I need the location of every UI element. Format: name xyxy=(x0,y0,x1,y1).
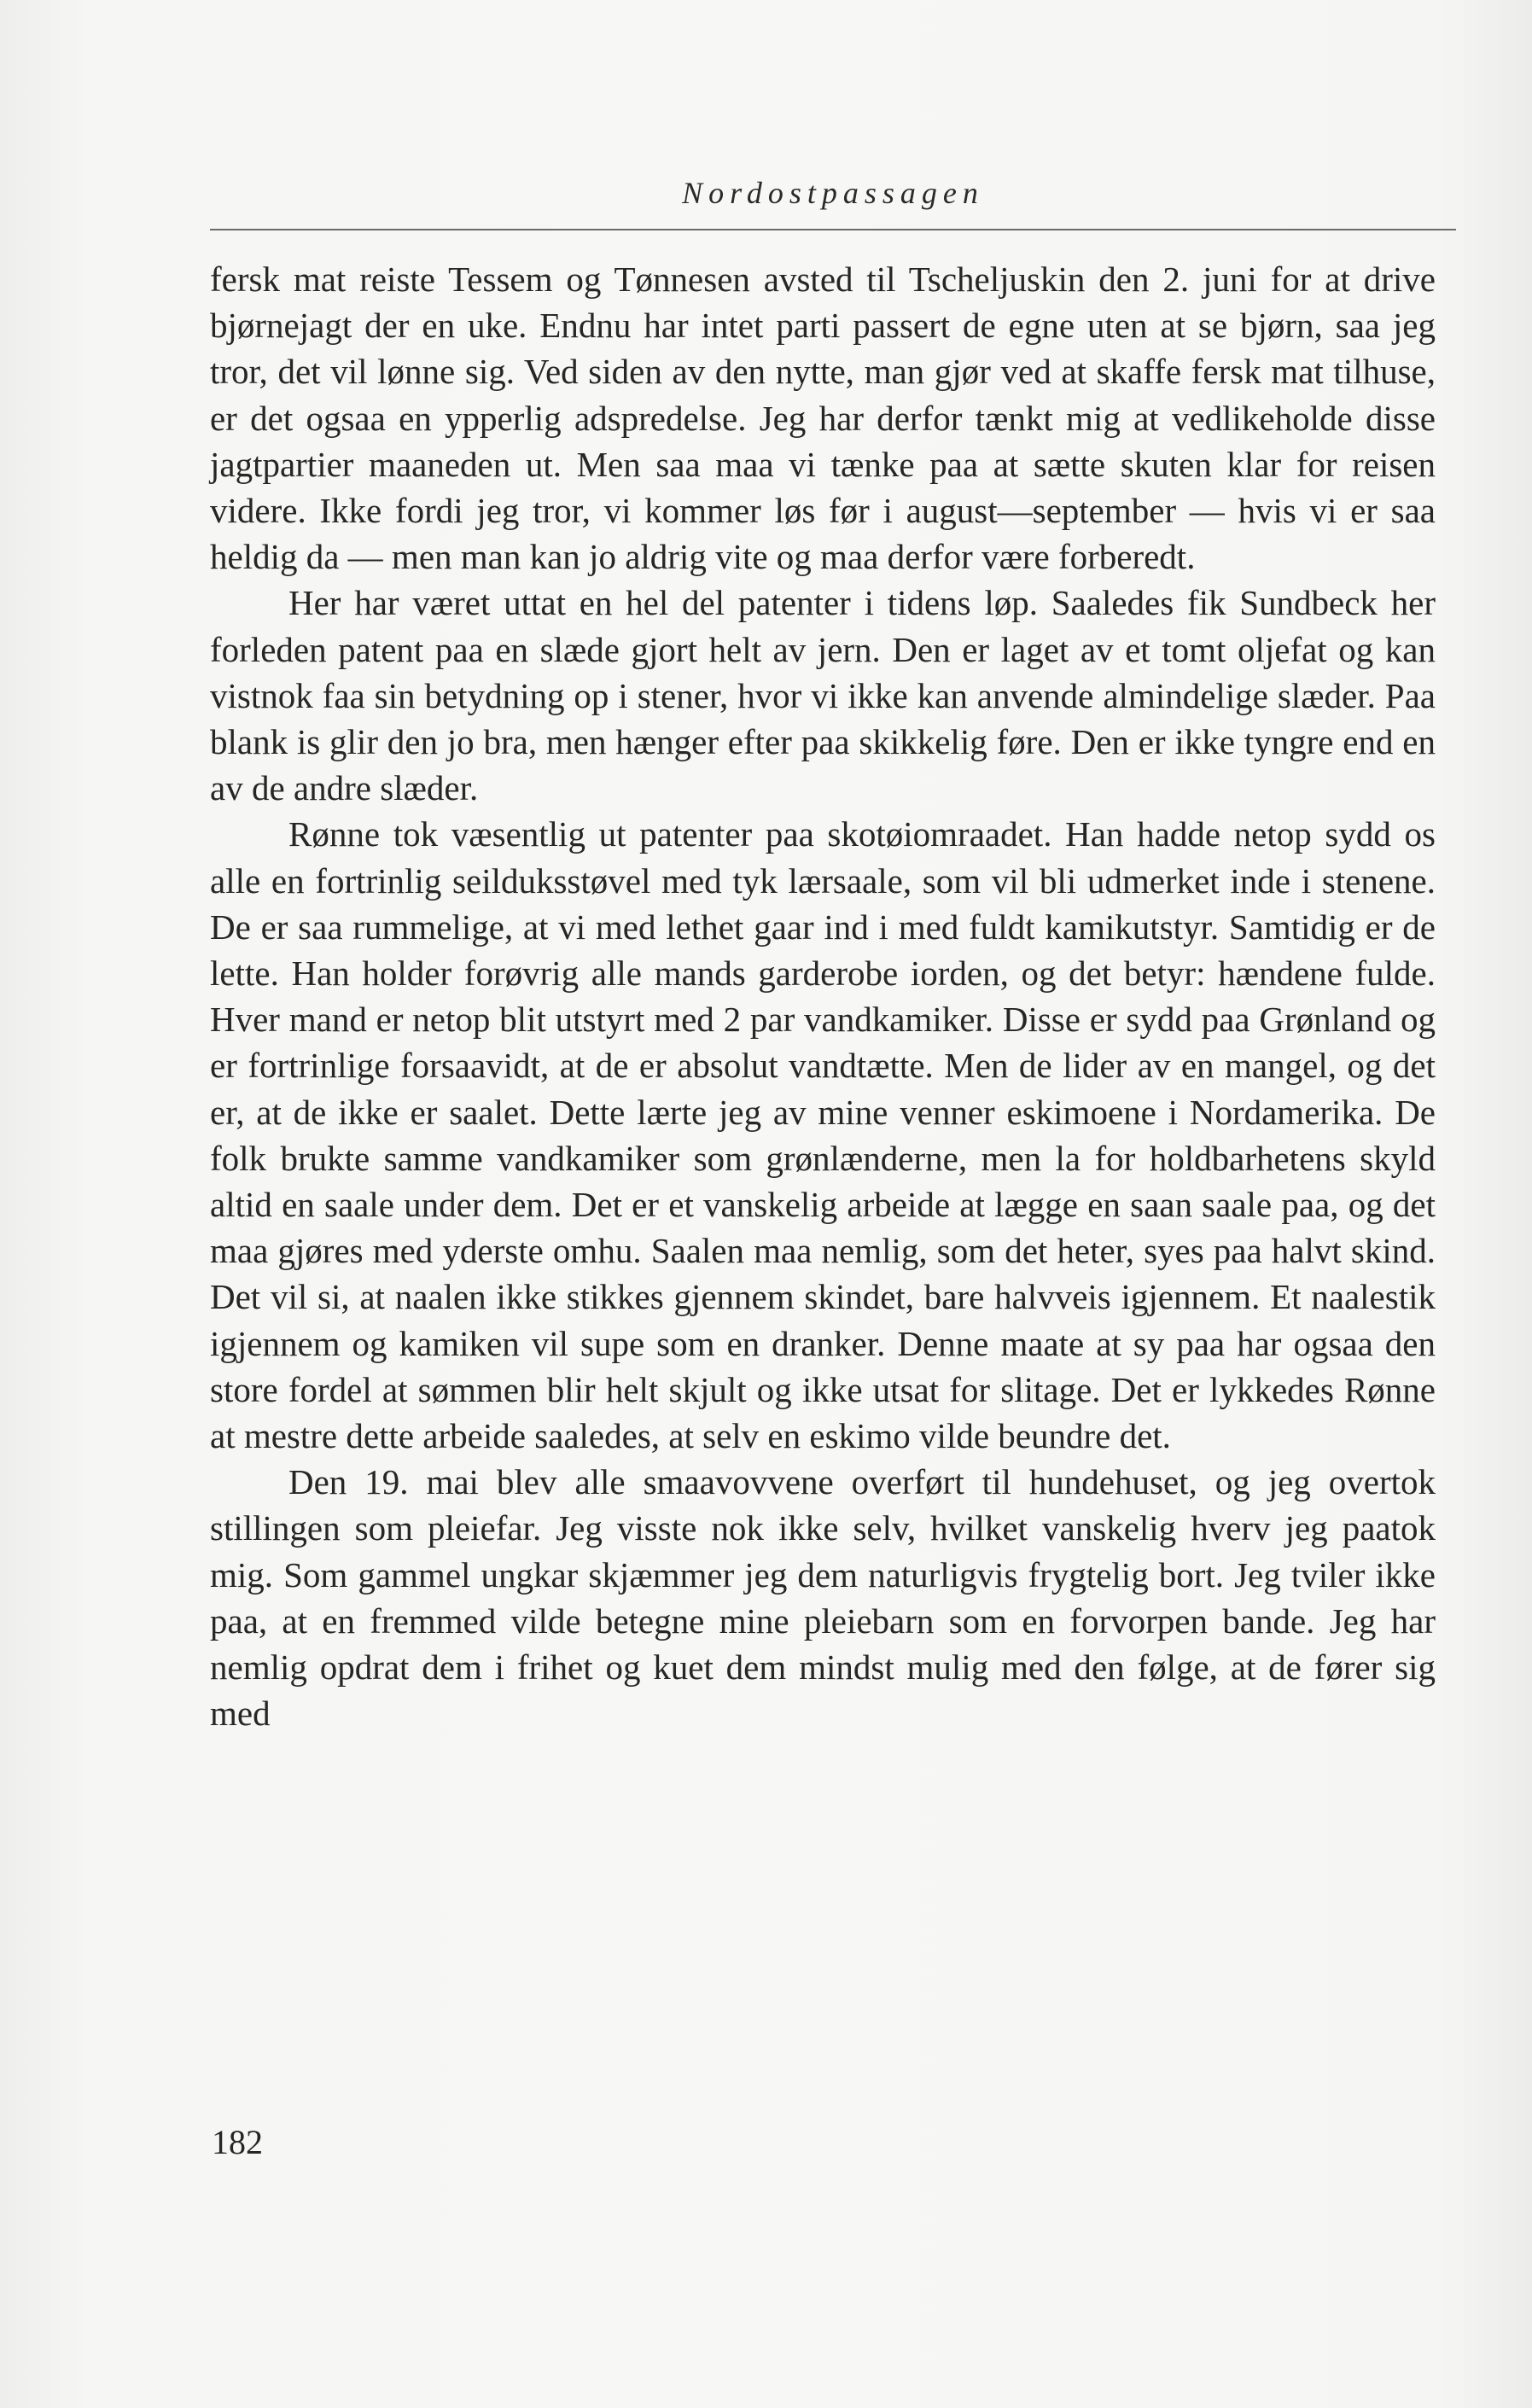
paragraph-ronne-footwear: Rønne tok væsentlig ut patenter paa skotøiomraadet. Han hadde netop sydd os alle en fortrinlig seilduksstøvel med tyk lærsaale, som vil bli udmerket inde i stenene. De er saa rummelige, at vi med lethet gaar ind i med fuldt kamikutstyr. Samtidig er de lette. Han holder forøvrig alle mands garderobe iorden, og det betyr: hændene fulde. Hver mand er netop blit utstyrt med 2 par vandkamiker. Disse er sydd paa Grønland og er fortrinlige forsaavidt, at de er absolut vandtætte. Men de lider av en mangel, og det er, at de ikke er saalet. Dette lærte jeg av mine venner eskimoene i Nordamerika. De folk brukte samme vandkamiker som grønlænderne, men la for holdbarhetens skyld altid en saale under dem. Det er et vanskelig arbeide at lægge en saan saale paa, og det maa gjøres med yderste omhu. Saalen maa nemlig, som det heter, syes paa halvt skind. Det vil si, at naalen ikke stikkes gjennem skindet, bare halvveis igjennem. Et naalestik igjennem og kamiken vil supe som en dranker. Denne maate at sy paa har ogsaa den store fordel at sømmen blir helt skjult og ikke utsat for slitage. Det er lykkedes Rønne at mestre dette arbeide saaledes, at selv en eskimo vilde beundre det. xyxy=(210,814,1436,1456)
body-text xyxy=(210,256,1436,1737)
paragraph-continued: fersk mat reiste Tessem og Tønnesen avsted til Tscheljuskin den 2. juni for at drive bjørnejagt der en uke. Endnu har intet parti passert de egne uten at se bjørn, saa jeg tror, det vil lønne sig. Ved siden av den nytte, man gjør ved at skaffe fersk mat tilhuse, er det ogsaa en ypperlig adspredelse. Jeg har derfor tænkt mig at vedlikeholde disse jagtpartier maaneden ut. Men saa maa vi tænke paa at sætte skuten klar for reisen videre. Ikke fordi jeg tror, vi kommer løs før i august—september — hvis vi er saa heldig da — men man kan jo aldrig vite og maa derfor være forberedt. xyxy=(210,259,1436,577)
running-head: Nordostpassagen xyxy=(682,176,984,210)
page-number: 182 xyxy=(212,2123,263,2161)
paragraph-puppies: Den 19. mai blev alle smaavovvene overført til hundehuset, og jeg overtok stillingen som pleiefar. Jeg visste nok ikke selv, hvilket vanskelig hverv jeg paatok mig. Som gammel ungkar skjæmmer jeg dem naturligvis frygtelig bort. Jeg tviler ikke paa, at en fremmed vilde betegne mine pleiebarn som en forvorpen bande. Jeg har nemlig opdrat dem i frihet og kuet dem mindst mulig med den følge, at de fører sig med xyxy=(210,1462,1436,1734)
header-rule xyxy=(210,229,1456,230)
paragraph-patents: Her har været uttat en hel del patenter i tidens løp. Saaledes fik Sundbeck her forleden patent paa en slæde gjort helt av jern. Den er laget av et tomt oljefat og kan vistnok faa sin betydning op i stener, hvor vi ikke kan anvende almindelige slæder. Paa blank is glir den jo bra, men hænger efter paa skikkelig føre. Den er ikke tyngre end en av de andre slæder. xyxy=(210,583,1436,808)
